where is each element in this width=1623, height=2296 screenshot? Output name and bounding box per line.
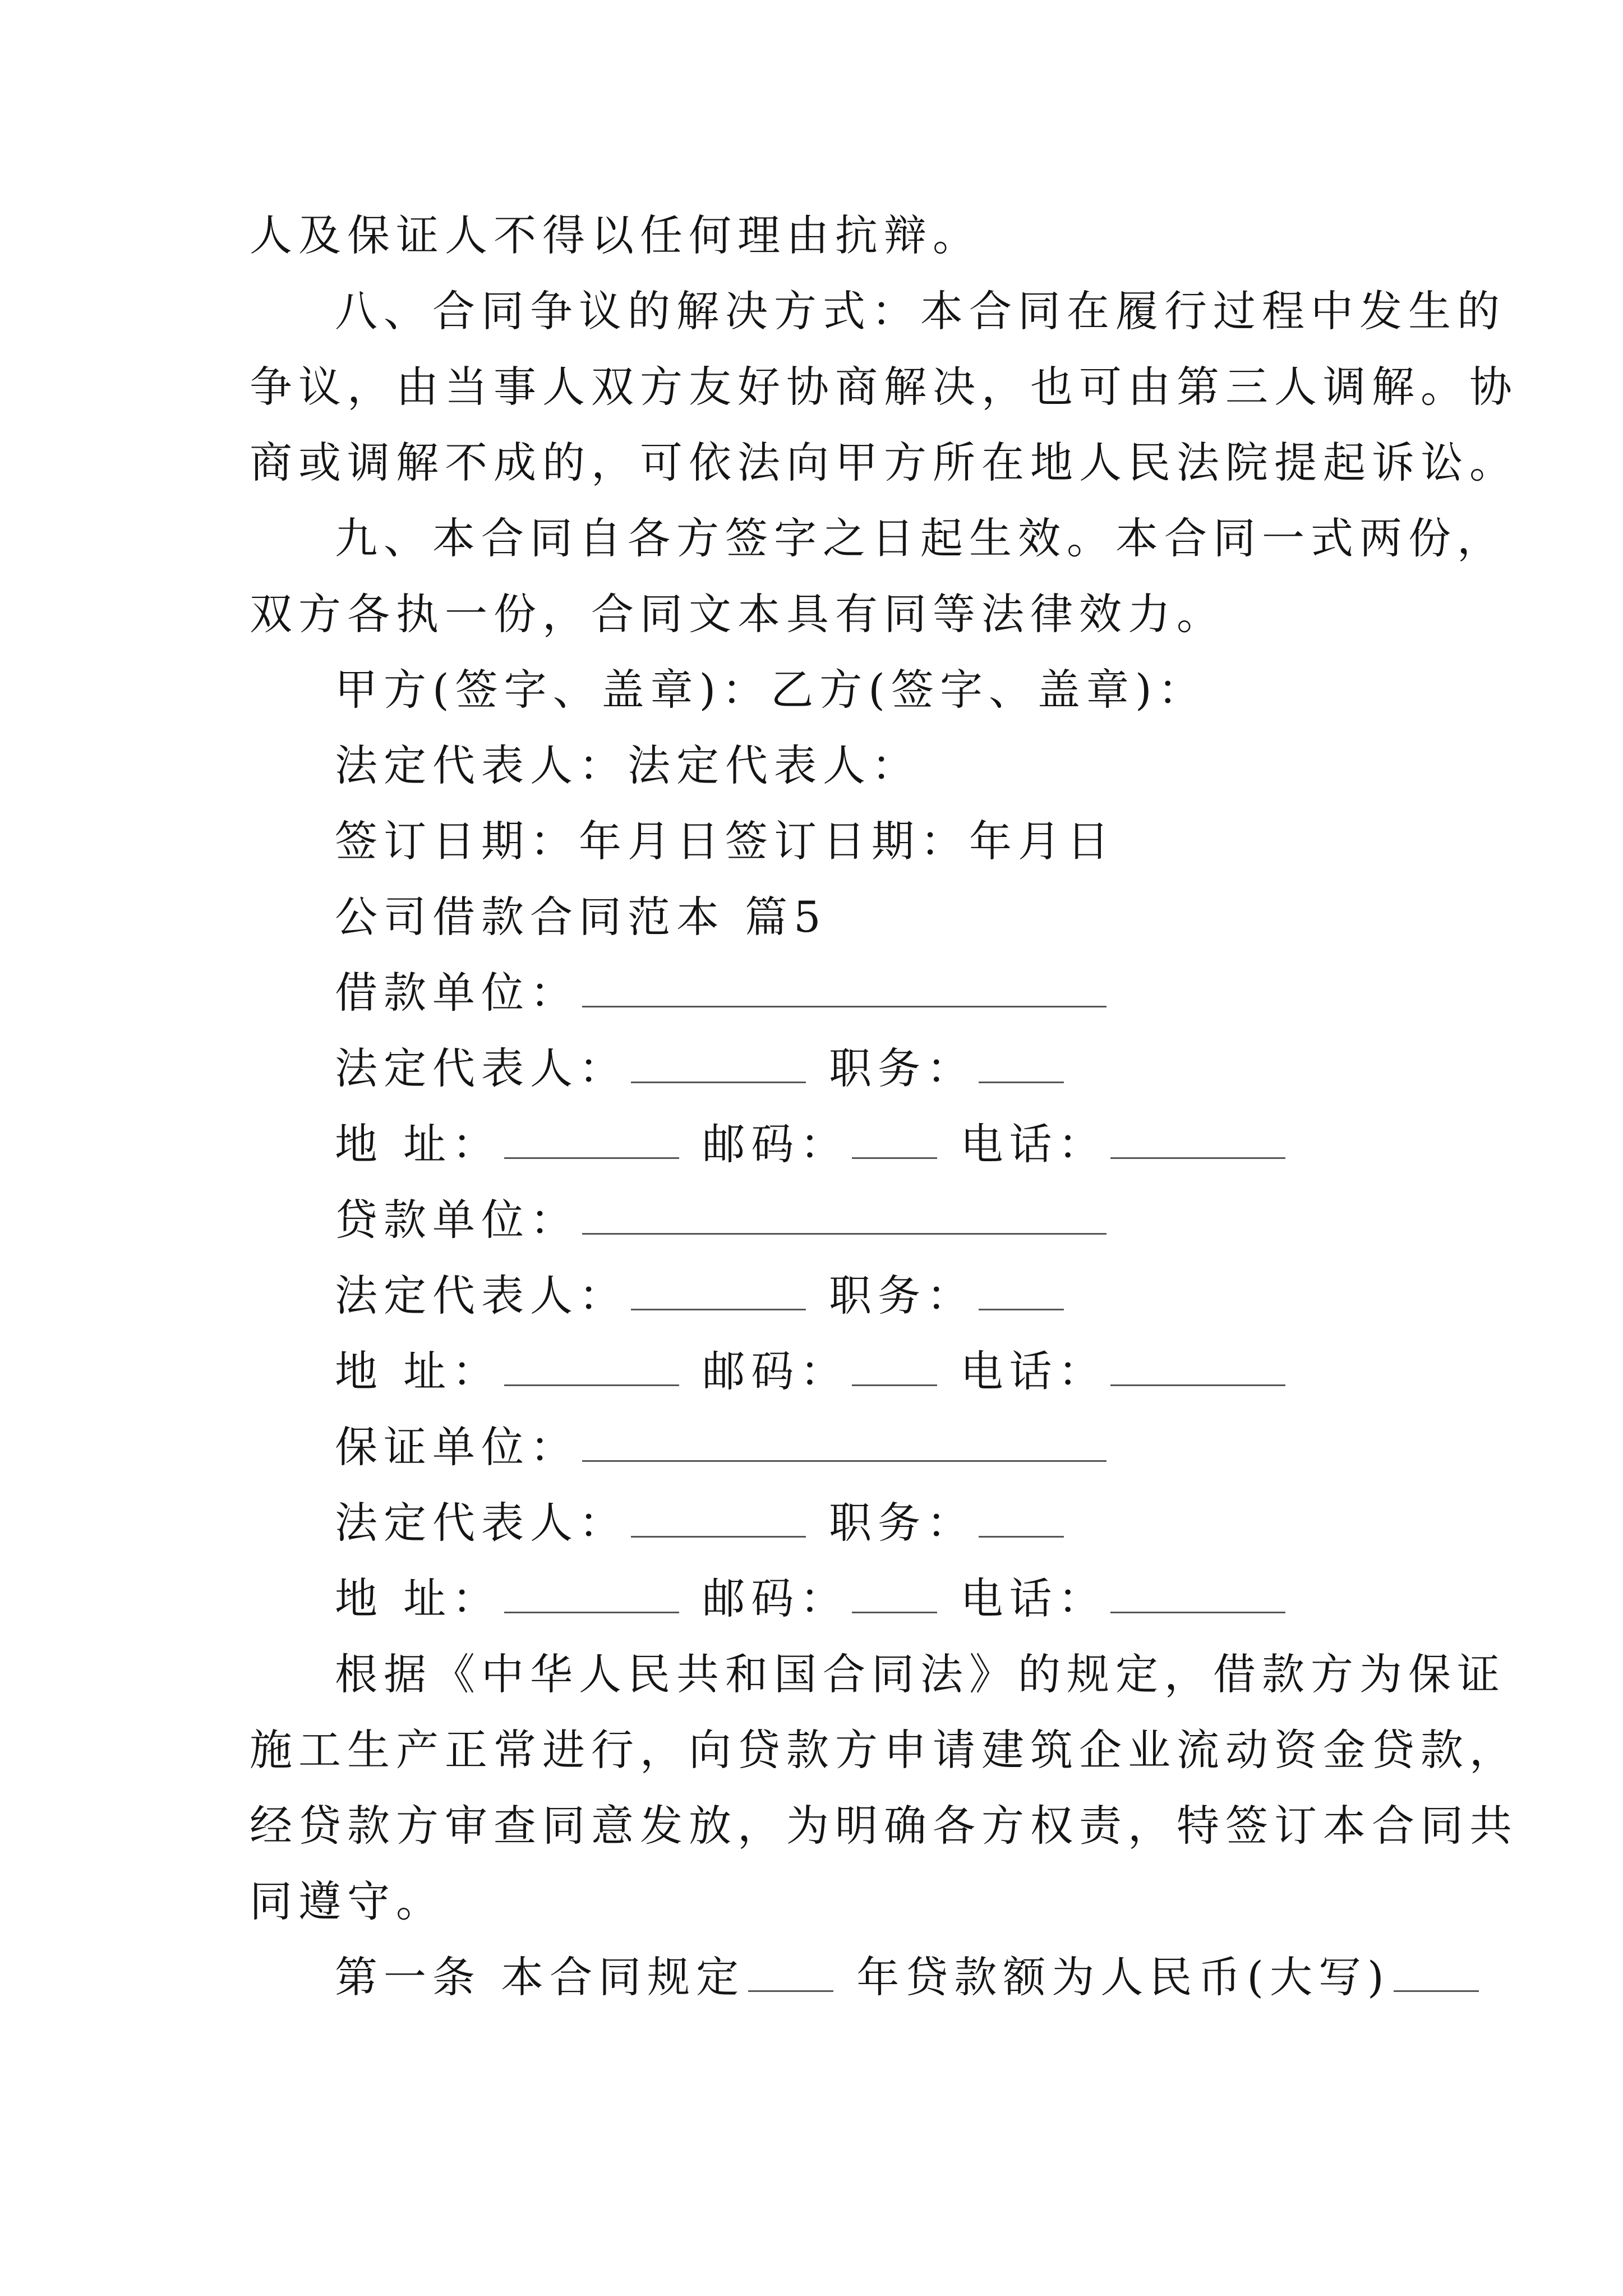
guarantor-label: 保证单位： (335, 1422, 579, 1472)
signature-parties-line: 甲方(签字、盖章)：乙方(签字、盖章)： (335, 665, 1207, 715)
article-one-amount-text: 年贷款额为人民币(大写) (856, 1952, 1390, 2002)
address-label: 地 址： (335, 1573, 501, 1623)
preamble-line: 施工生产正常进行，向贷款方申请建筑企业流动资金贷款， (250, 1725, 1518, 1775)
paragraph-line: 商或调解不成的，可依法向甲方所在地人民法院提起诉讼。 (250, 438, 1518, 487)
signing-dates-line: 签订日期：年月日签订日期：年月日 (335, 816, 1115, 866)
postcode-blank (852, 1122, 937, 1159)
address-blank (504, 1577, 679, 1613)
lender-row (335, 1192, 1110, 1248)
position-blank (979, 1047, 1064, 1083)
lender-rep-row (335, 1268, 1067, 1324)
phone-blank (1110, 1350, 1285, 1386)
paragraph-line: 争议，由当事人双方友好协商解决，也可由第三人调解。协 (250, 362, 1518, 412)
lender-address-row (335, 1343, 1289, 1400)
phone-label: 电话： (960, 1573, 1107, 1623)
borrower-address-row (335, 1116, 1289, 1172)
borrower-rep-row (335, 1041, 1067, 1097)
borrower-label: 借款单位： (335, 968, 579, 1018)
borrower-row (335, 965, 1110, 1021)
address-label: 地 址： (335, 1346, 501, 1396)
legal-rep-blank (631, 1501, 806, 1538)
paragraph-line: 双方各执一份，合同文本具有同等法律效力。 (250, 589, 1225, 639)
phone-blank (1110, 1122, 1285, 1159)
postcode-blank (852, 1577, 937, 1613)
guarantor-rep-row (335, 1495, 1067, 1551)
legal-representatives-line: 法定代表人：法定代表人： (335, 740, 920, 790)
legal-rep-blank (631, 1047, 806, 1083)
year-blank (748, 1955, 833, 1992)
address-label: 地 址： (335, 1119, 501, 1169)
postcode-label: 邮码： (702, 1346, 849, 1396)
position-label: 职务： (829, 1498, 976, 1548)
guarantor-row (335, 1419, 1110, 1475)
legal-rep-blank (631, 1274, 806, 1310)
position-blank (979, 1501, 1064, 1538)
legal-rep-label: 法定代表人： (335, 1498, 628, 1548)
borrower-blank (582, 971, 1106, 1007)
paragraph-line: 人及保证人不得以任何理由抗辩。 (250, 210, 981, 260)
article-one-text: 第一条 本合同规定 (335, 1952, 745, 2002)
preamble-line: 同遵守。 (250, 1876, 445, 1926)
lender-label: 贷款单位： (335, 1195, 579, 1245)
phone-label: 电话： (960, 1346, 1107, 1396)
section-title: 公司借款合同范本 篇5 (335, 892, 827, 942)
legal-rep-label: 法定代表人： (335, 1043, 628, 1093)
legal-rep-label: 法定代表人： (335, 1271, 628, 1320)
position-label: 职务： (829, 1271, 976, 1320)
position-blank (979, 1274, 1064, 1310)
amount-blank (1394, 1955, 1479, 1992)
lender-blank (582, 1198, 1106, 1235)
address-blank (504, 1122, 679, 1159)
clause-nine-line: 九、本合同自各方签字之日起生效。本合同一式两份， (335, 513, 1506, 563)
postcode-blank (852, 1350, 937, 1386)
article-one-line (335, 1949, 1482, 2005)
phone-blank (1110, 1577, 1285, 1613)
phone-label: 电话： (960, 1119, 1107, 1169)
position-label: 职务： (829, 1043, 976, 1093)
guarantor-address-row (335, 1571, 1289, 1627)
address-blank (504, 1350, 679, 1386)
postcode-label: 邮码： (702, 1119, 849, 1169)
guarantor-blank (582, 1425, 1106, 1462)
preamble-line: 根据《中华人民共和国合同法》的规定，借款方为保证 (335, 1649, 1506, 1699)
clause-eight-line: 八、合同争议的解决方式：本合同在履行过程中发生的 (335, 286, 1506, 336)
preamble-line: 经贷款方审查同意发放，为明确各方权责，特签订本合同共 (250, 1801, 1518, 1851)
postcode-label: 邮码： (702, 1573, 849, 1623)
